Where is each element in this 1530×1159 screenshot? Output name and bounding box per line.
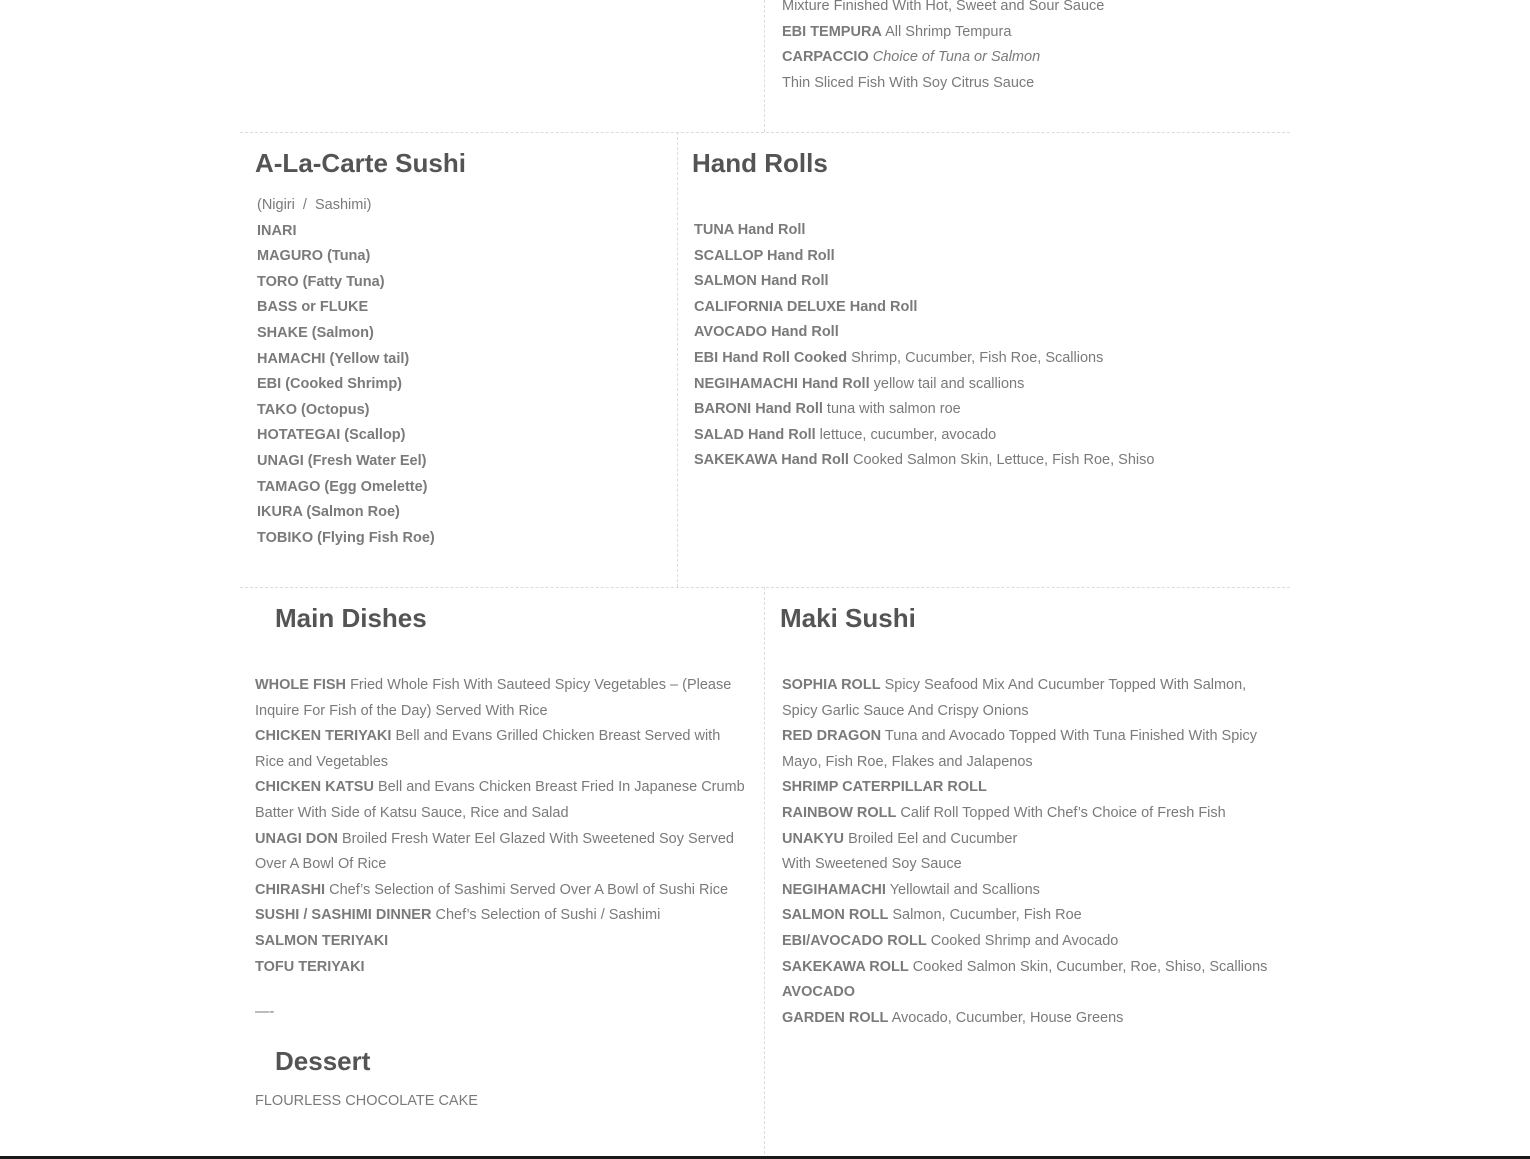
menu-item: With Sweetened Soy Sauce (782, 856, 962, 873)
divider-bottom (764, 587, 765, 1159)
menu-item: MAGURO (Tuna) (257, 248, 371, 265)
divider-middle (677, 132, 678, 587)
menu-item: SALMON ROLL Salmon, Cucumber, Fish Roe (782, 907, 1082, 924)
alacarte-section (255, 148, 665, 551)
menu-item: BARONI Hand Roll tuna with salmon roe (694, 401, 961, 418)
menu-item: SALAD Hand Roll lettuce, cucumber, avocado (694, 426, 997, 443)
menu-item: GARDEN ROLL Avocado, Cucumber, House Greens (782, 1009, 1124, 1026)
menu-item: SHAKE (Salmon) (257, 324, 374, 341)
menu-item: UNAGI DON Broiled Fresh Water Eel Glazed With Sweetened Soy Served Over A Bowl Of Rice (255, 830, 734, 873)
divider-row-2 (240, 587, 1290, 588)
menu-item: CALIFORNIA DELUXE Hand Roll (694, 298, 918, 315)
separator-text: —- (255, 1004, 275, 1021)
menu-item: AVOCADO (782, 984, 856, 1001)
menu-item: RAINBOW ROLL Calif Roll Topped With Chef’s Choice of Fresh Fish (782, 804, 1226, 821)
menu-item: SUSHI / SASHIMI DINNER Chef’s Selection of Sushi / Sashimi (255, 907, 661, 924)
menu-item: BASS or FLUKE (257, 299, 369, 316)
main-dishes-section (255, 603, 750, 1114)
menu-item: EBI/AVOCADO ROLL Cooked Shrimp and Avocado (782, 932, 1119, 949)
menu-item: CHICKEN KATSU Bell and Evans Chicken Breast Fried In Japanese Crumb Batter With Side of Katsu Sauce, Rice and Salad (255, 779, 745, 821)
menu-item: SAKEKAWA ROLL Cooked Salmon Skin, Cucumber, Roe, Shiso, Scallions (782, 958, 1268, 975)
section-title-dessert: Dessert (275, 1045, 371, 1076)
divider-row-1 (240, 132, 1290, 133)
menu-item: SHRIMP CATERPILLAR ROLL (782, 779, 987, 796)
menu-item: AVOCADO Hand Roll (694, 324, 839, 341)
maki-section (780, 603, 1280, 1031)
menu-item: INARI (257, 222, 297, 239)
handrolls-section (692, 148, 1282, 474)
menu-item: WHOLE FISH Fried Whole Fish With Sauteed Spicy Vegetables – (Please Inquire For Fish of the Day) Served With Rice (255, 677, 732, 719)
menu-item: SAKEKAWA Hand Roll Cooked Salmon Skin, Lettuce, Fish Roe, Shiso (694, 452, 1155, 469)
divider-top (764, 0, 765, 132)
menu-item: TOBIKO (Flying Fish Roe) (257, 529, 435, 546)
menu-item: Thin Sliced Fish With Soy Citrus Sauce (782, 74, 1035, 91)
menu-item: NEGIHAMACHI Yellowtail and Scallions (782, 881, 1040, 898)
menu-item: CARPACCIO Choice of Tuna or Salmon (782, 49, 1041, 66)
menu-item: EBI (Cooked Shrimp) (257, 376, 403, 393)
menu-item: HAMACHI (Yellow tail) (257, 350, 410, 367)
menu-item: CHICKEN TERIYAKI Bell and Evans Grilled Chicken Breast Served with Rice and Vegetables (255, 728, 721, 770)
section-title-alacarte: A-La-Carte Sushi (255, 148, 466, 178)
menu-item: UNAKYU Broiled Eel and Cucumber (782, 830, 1018, 847)
menu-item: SCALLOP Hand Roll (694, 247, 835, 264)
menu-item: TORO (Fatty Tuna) (257, 273, 385, 290)
alacarte-subtitle: (Nigiri / Sashimi) (257, 197, 372, 213)
menu-item: TAKO (Octopus) (257, 401, 370, 418)
menu-item: IKURA (Salmon Roe) (257, 504, 400, 521)
menu-item: RED DRAGON Tuna and Avocado Topped With Tuna Finished With Spicy Mayo, Fish Roe, Flakes and Jalapenos (782, 728, 1257, 770)
menu-item: EBI Hand Roll Cooked Shrimp, Cucumber, Fish Roe, Scallions (694, 349, 1104, 366)
menu-item: SALMON Hand Roll (694, 273, 829, 290)
menu-item: SALMON TERIYAKI (255, 932, 389, 949)
menu-item: Mixture Finished With Hot, Sweet and Sour Sauce (782, 0, 1105, 14)
menu-item: FLOURLESS CHOCOLATE CAKE (255, 1092, 478, 1109)
appetizers-continued (782, 0, 1282, 96)
menu-item: TOFU TERIYAKI (255, 958, 365, 975)
menu-item: TUNA Hand Roll (694, 222, 806, 238)
menu-item: SOPHIA ROLL Spicy Seafood Mix And Cucumber Topped With Salmon, Spicy Garlic Sauce And Crispy Onions (782, 677, 1247, 719)
section-title-maki: Maki Sushi (780, 603, 916, 633)
menu-item: UNAGI (Fresh Water Eel) (257, 452, 427, 469)
menu-item: EBI TEMPURA All Shrimp Tempura (782, 23, 1012, 40)
menu-item: HOTATEGAI (Scallop) (257, 427, 406, 444)
menu-item: NEGIHAMACHI Hand Roll yellow tail and scallions (694, 375, 1025, 392)
menu-item: TAMAGO (Egg Omelette) (257, 478, 428, 495)
section-title-main: Main Dishes (275, 603, 427, 633)
section-title-handrolls: Hand Rolls (692, 148, 828, 178)
menu-item: CHIRASHI Chef’s Selection of Sashimi Served Over A Bowl of Sushi Rice (255, 881, 729, 898)
